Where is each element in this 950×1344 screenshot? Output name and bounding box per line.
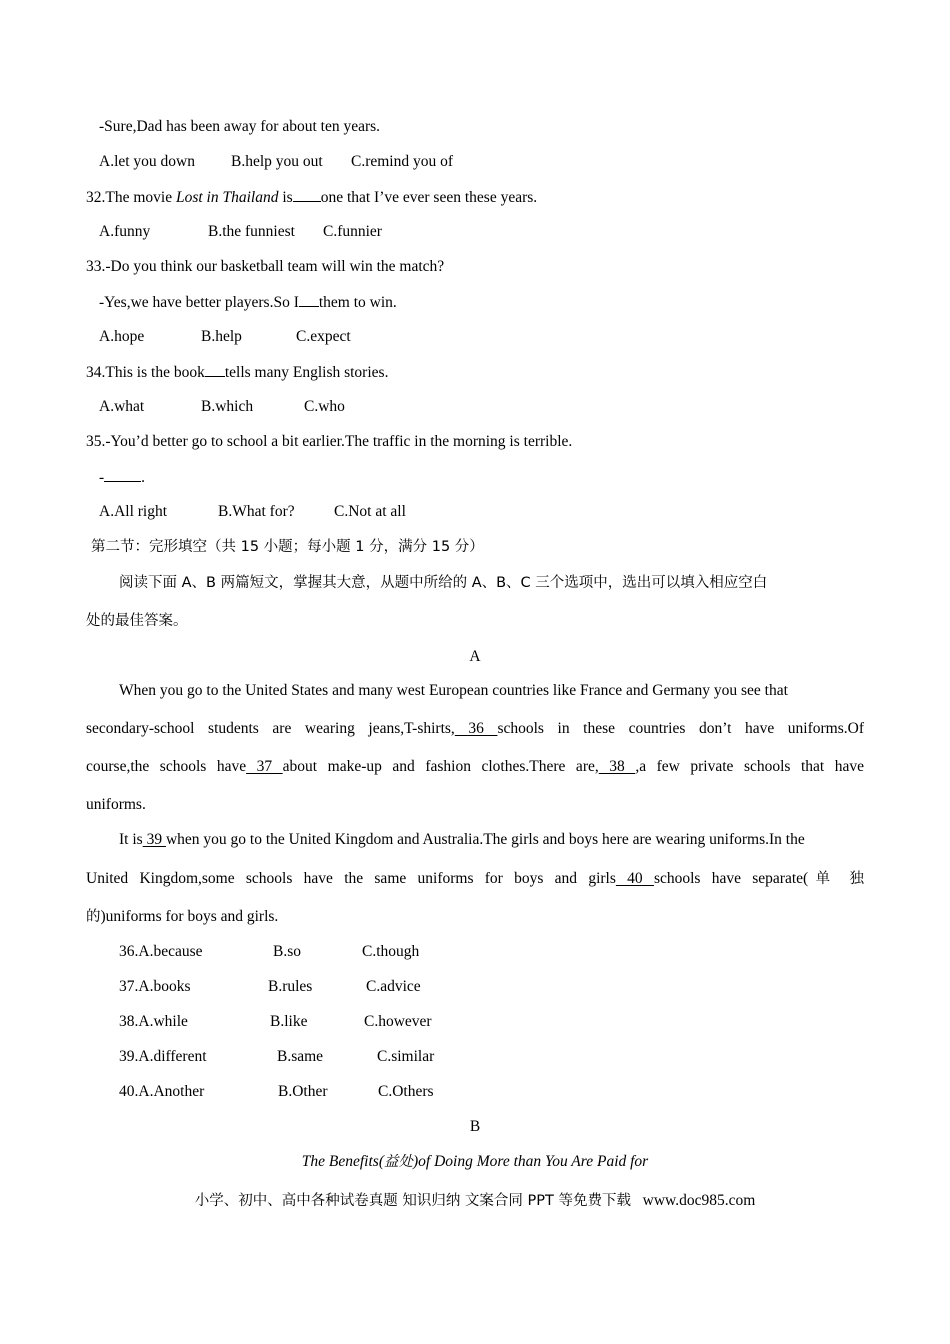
q32-blank <box>293 187 321 202</box>
q32-mid: is <box>278 189 293 206</box>
passage-a-text: schools in these countries don’t have uniforms.Of <box>497 720 864 737</box>
q32-question <box>86 187 537 208</box>
q31-option-c: C.remind you of <box>351 153 454 170</box>
q33-option-c: C.expect <box>296 328 351 345</box>
q31-answer-line: -Sure,Dad has been away for about ten years. <box>99 118 381 135</box>
q34-question <box>86 362 388 383</box>
choice-36-b: B.so <box>273 943 301 960</box>
q32-option-b: B.the funniest <box>208 223 295 240</box>
page-footer <box>0 1191 950 1211</box>
passage-a-p1-line3 <box>86 757 864 777</box>
q35-reply-prefix: - <box>99 469 105 486</box>
choice-39-b: B.same <box>277 1048 324 1065</box>
passage-a-text: It is <box>119 831 143 848</box>
q34-suffix: tells many English stories. <box>224 364 389 381</box>
q35-option-c: C.Not at all <box>334 503 406 520</box>
passage-a-p1-line4: uniforms. <box>86 796 146 813</box>
q34-prefix: 34.This is the book <box>86 364 205 381</box>
q32-movie-title: Lost in Thailand <box>175 189 279 206</box>
choice-39-a: 39.A.different <box>119 1048 207 1065</box>
choice-38-c: C.however <box>364 1013 432 1030</box>
q34-option-a: A.what <box>99 398 145 415</box>
q33-question: 33.-Do you think our basketball team will win the match? <box>86 258 445 275</box>
q32-prefix: 32.The movie <box>86 189 176 206</box>
passage-a-p2-line1 <box>119 830 805 850</box>
q32-option-a: A.funny <box>99 223 151 240</box>
q35-question: 35.-You’d better go to school a bit earlier.The traffic in the morning is terrible. <box>86 433 573 450</box>
passage-a-text-cn: 单 独 <box>808 871 865 887</box>
choice-40-c: C.Others <box>378 1083 434 1100</box>
footer-url[interactable]: www.doc985.com <box>642 1192 756 1209</box>
q32-suffix: one that I’ve ever seen these years. <box>320 189 538 206</box>
passage-a-p2-line3 <box>86 907 278 927</box>
blank-37: 37 <box>246 758 283 775</box>
q33-option-a: A.hope <box>99 328 145 345</box>
section2-instruction-line2: 处的最佳答案。 <box>86 613 188 629</box>
q34-option-b: B.which <box>201 398 254 415</box>
choice-40-a: 40.A.Another <box>119 1083 205 1100</box>
choice-36-c: C.though <box>362 943 420 960</box>
passage-a-text: secondary-school students are wearing jeans,T-shirts, <box>86 720 455 737</box>
choice-36-a: 36.A.because <box>119 943 203 960</box>
q34-option-c: C.who <box>304 398 345 415</box>
blank-36: 36 <box>454 720 498 737</box>
choice-39-c: C.similar <box>377 1048 435 1065</box>
q35-blank <box>104 467 141 482</box>
choice-40-b: B.Other <box>278 1083 328 1100</box>
blank-38: 38 <box>598 758 636 775</box>
passage-a-p1-line1: When you go to the United States and many west European countries like France and Germany you see that <box>119 682 788 699</box>
section2-heading: 第二节：完形填空（共 15 小题；每小题 1 分，满分 15 分） <box>91 539 484 555</box>
passage-b-title-cn: 益处 <box>383 1154 413 1170</box>
passage-b-title-text: The Benefits( <box>301 1153 384 1170</box>
q35-option-a: A.All right <box>99 503 168 520</box>
choice-38-a: 38.A.while <box>119 1013 188 1030</box>
passage-b-title-text: )of Doing More than You Are Paid for <box>412 1153 649 1170</box>
passage-a-text: about make-up and fashion clothes.There are, <box>282 758 599 775</box>
choice-37-a: 37.A.books <box>119 978 191 995</box>
choice-38-b: B.like <box>270 1013 308 1030</box>
q32-option-c: C.funnier <box>323 223 382 240</box>
passage-b-label: B <box>469 1118 481 1135</box>
blank-39: 39 <box>142 831 166 848</box>
passage-a-text: course,the schools have <box>86 758 247 775</box>
q33-option-b: B.help <box>201 328 242 345</box>
q33-blank <box>299 292 319 307</box>
passage-a-p1-line2 <box>86 719 864 739</box>
q35-reply <box>99 467 145 488</box>
passage-a-text: United Kingdom,some schools have the same uniforms for boys and girls <box>86 870 616 887</box>
blank-40: 40 <box>615 870 654 887</box>
passage-a-label: A <box>469 648 481 665</box>
footer-text: 小学、初中、高中各种试卷真题 知识归纳 文案合同 PPT 等免费下载 <box>194 1193 631 1209</box>
choice-37-c: C.advice <box>366 978 421 995</box>
q33-reply-suffix: them to win. <box>318 294 397 311</box>
passage-a-text: ,a few private schools that have <box>635 758 865 775</box>
passage-a-text: schools have separate( <box>653 870 809 887</box>
passage-a-p2-line2 <box>86 869 864 889</box>
q33-reply <box>99 292 397 313</box>
q31-option-b: B.help you out <box>231 153 323 170</box>
choice-37-b: B.rules <box>268 978 313 995</box>
q35-reply-suffix: . <box>141 469 146 486</box>
q33-reply-prefix: -Yes,we have better players.So I <box>99 294 299 311</box>
passage-b-title <box>0 1152 950 1172</box>
section2-instruction-line1: 阅读下面 A、B 两篇短文，掌握其大意，从题中所给的 A、B、C 三个选项中，选出可以填入相应空白 <box>119 575 768 591</box>
q35-option-b: B.What for? <box>218 503 295 520</box>
passage-a-text: when you go to the United Kingdom and Australia.The girls and boys here are wearing uniforms.In the <box>165 831 805 848</box>
passage-a-text: )uniforms for boys and girls. <box>100 908 279 925</box>
q31-option-a: A.let you down <box>99 153 196 170</box>
passage-a-text-cn: 的 <box>86 909 101 925</box>
q34-blank <box>205 362 225 377</box>
